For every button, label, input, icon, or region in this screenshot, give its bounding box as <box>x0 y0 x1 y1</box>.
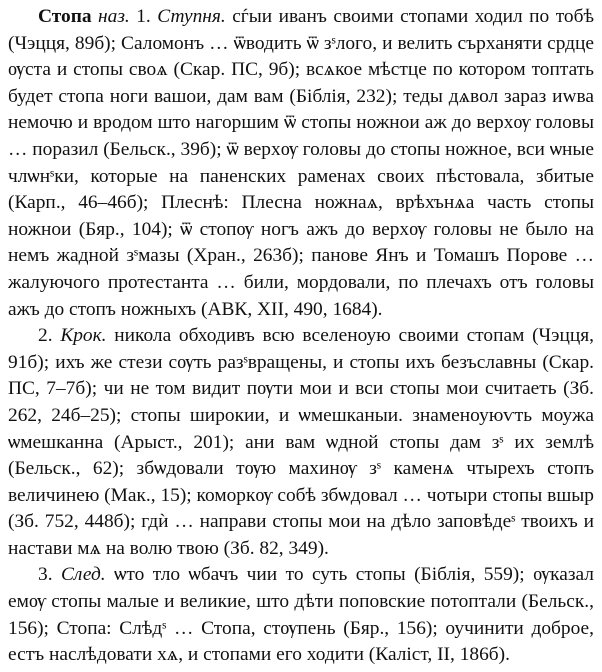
sense-number: 2. <box>38 325 53 347</box>
sense-label: След. <box>60 564 106 586</box>
sense-1-paragraph <box>8 4 594 323</box>
sense-number: 1. <box>136 6 151 27</box>
grammar-label: наз. <box>98 6 130 27</box>
sense-citations: ѡто тло ѡбачъ чии то суть стопы (Біблія, 559); ѹказал емѹ стопы малые и великие, што дѣти поповские потоптали (Бельск., 156); Стопа: Слѣдˢ … Стопа, стѹпень (Бяр., 156); оучинити доброе, естъ наслѣдовати хѧ, и стопами его ходити (Каліст, II, 186б). <box>8 564 594 666</box>
sense-label: Ступня. <box>157 6 226 27</box>
sense-2-paragraph <box>8 323 594 562</box>
sense-citations: никола обходивъ всю вселеноую своими стопам (Чэцця, 91б); ихъ же стези сѹть разˢвращены, и стопы ихъ безъславны (Скар. ПС, 7–7б); чи не том видит пѹти мои и вси стопы мои считаеть (Зб. 262, 24б–25); стопы широкии, и ѡмешканыи. знаменоуюѵть моужа ѡмешканна (Арыст., 201); ани вам ѡдной стопы дам зˢ их землѣ (Бельск., 62); збѡдовали тѹю махинѹ зˢ каменѧ чтырехъ стопъ величинею (Мак., 15); коморкѹ собѣ збѡдовал … чотыри стопы вшыр (Зб. 752, 448б); гдѝ … направи стопы мои на дѣло заповѣдеˢ твоихъ и настави мѧ на волю твою (Зб. 82, 349). <box>8 325 594 559</box>
headword: Стопа <box>38 6 92 27</box>
sense-number: 3. <box>38 564 53 586</box>
sense-label: Крок. <box>60 325 107 347</box>
sense-citations: сѓыи иванъ своими стопами ходил по тобѣ (Чэцця, 89б); Саломонъ … ѿводить ѿ зˢлого, и велить сърханяти срдце ѹста и стопы своѧ (Скар. ПС, 9б); всѧкое мѣстце по котором топтать будет стопа ноги вашои, дам вам (Біблія, 232); теды дѧвол зараз иwва немочю и вродом што нагоршим ѿ стопы ножнои аж до верхѹ головы … поразил (Бельск., 39б); ѿ верхѹ головы до стопы ножное, вси ѡные члѡнˢки, которые на паненскиx раменах своих пѣстовала, збитые (Карп., 46–46б); Плеснѣ: Плесна ножнаѧ, врѣхънѧа часть стопы ножнои (Бяр., 104); ѿ стопѹ ногъ ажъ до верхѹ головы не было на немъ жадной зˢмазы (Хран., 263б); панове Янъ и Томашъ Порове … жалуючого протестанта … били, мордовали, по плечахъ отъ головы ажъ до стопъ ножныхъ (АВК, XII, 490, 1684). <box>8 6 594 320</box>
sense-3-paragraph <box>8 562 594 668</box>
